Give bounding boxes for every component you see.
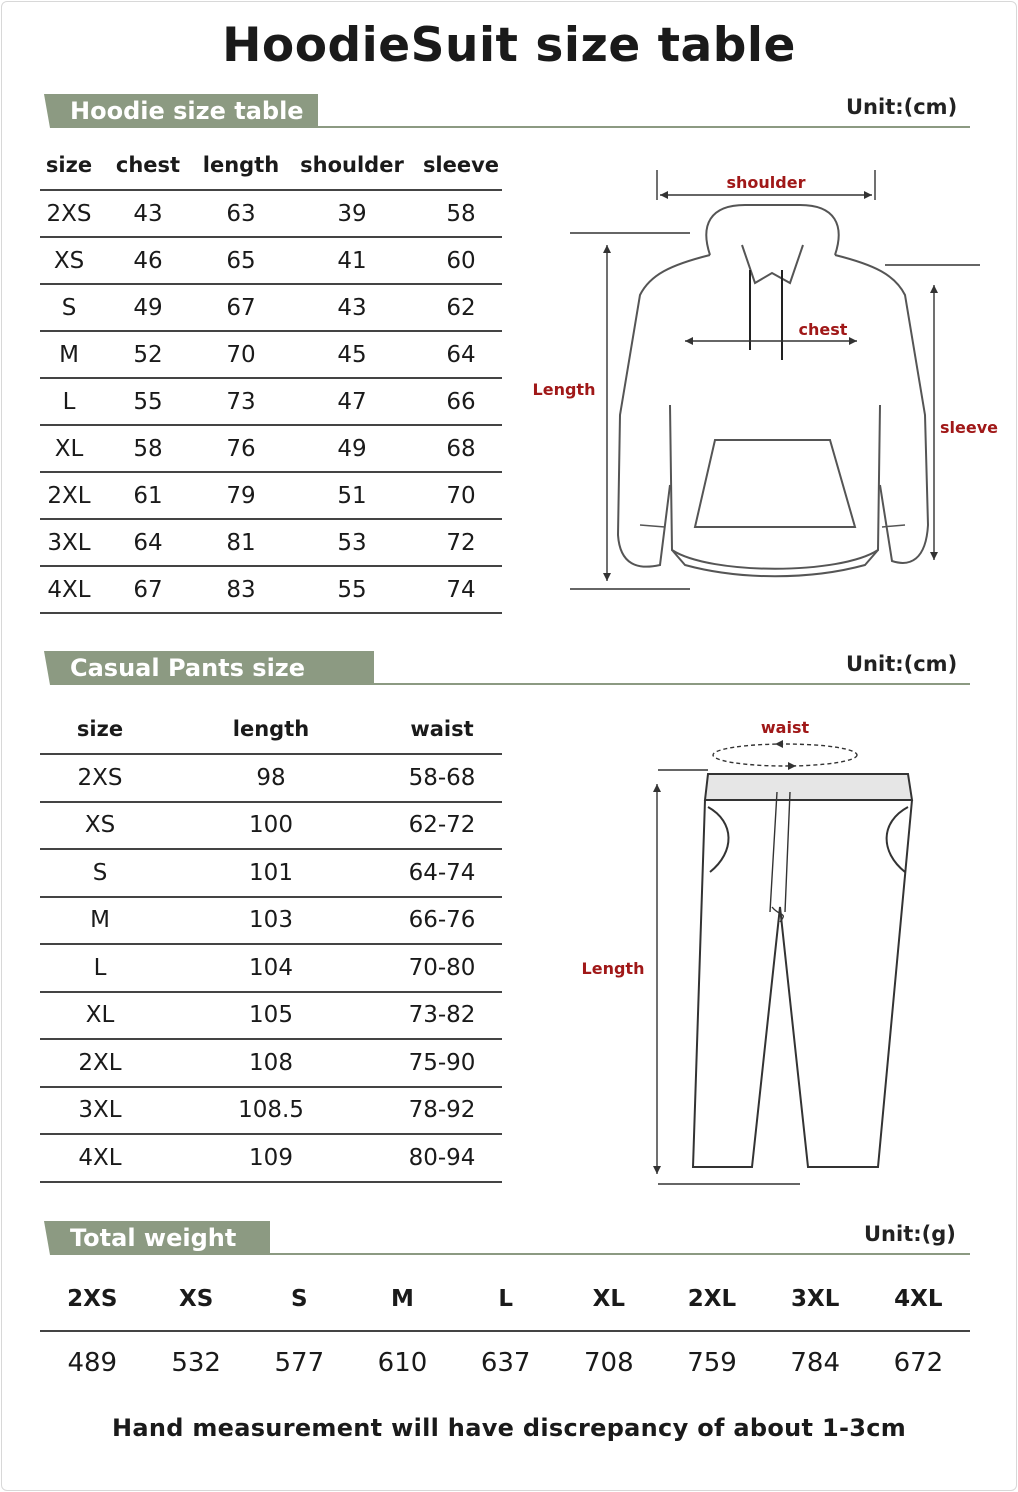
diagram-label-sleeve: sleeve [940, 418, 998, 437]
table-cell: 98 [160, 754, 382, 802]
table-cell: 61 [98, 472, 198, 519]
table-cell: 43 [98, 190, 198, 237]
table-cell: 46 [98, 237, 198, 284]
table-row [40, 1039, 502, 1087]
table-cell: 72 [420, 519, 502, 566]
table-row [40, 425, 502, 472]
hoodie-size-table [40, 141, 502, 614]
pants-diagram [560, 712, 1000, 1192]
table-cell: 62 [420, 284, 502, 331]
hoodie-section-rule [50, 126, 970, 128]
table-row [40, 1087, 502, 1135]
table-cell: 2XS [40, 754, 160, 802]
table-row [40, 992, 502, 1040]
table-row [40, 754, 502, 802]
table-cell: 64 [98, 519, 198, 566]
table-cell: 103 [160, 897, 382, 945]
table-cell: 80-94 [382, 1134, 502, 1182]
weight-size-header: 4XL [867, 1268, 970, 1331]
table-cell: 47 [284, 378, 420, 425]
weight-value: 489 [67, 1348, 118, 1378]
diagram-label-chest: chest [798, 320, 848, 339]
table-cell: 58 [98, 425, 198, 472]
weight-value: 577 [274, 1348, 325, 1378]
table-cell: 100 [160, 802, 382, 850]
column-header: length [160, 704, 382, 754]
table-cell: 52 [98, 331, 198, 378]
table-cell: 49 [284, 425, 420, 472]
weight-unit: Unit:(g) [864, 1222, 956, 1246]
weight-size-header: XL [557, 1268, 660, 1331]
weight-section-rule [50, 1253, 970, 1255]
weight-value: 708 [584, 1348, 634, 1378]
table-row [40, 897, 502, 945]
table-cell: L [40, 944, 160, 992]
table-cell: 108 [160, 1039, 382, 1087]
table-row [40, 519, 502, 566]
weight-size-header: 2XL [660, 1268, 763, 1331]
table-row [40, 1134, 502, 1182]
table-cell: 66-76 [382, 897, 502, 945]
table-cell: S [40, 284, 98, 331]
table-cell: 65 [198, 237, 284, 284]
table-cell: XL [40, 992, 160, 1040]
table-cell: 63 [198, 190, 284, 237]
table-cell: XS [40, 802, 160, 850]
hoodie-diagram [520, 155, 1000, 605]
table-cell: 2XL [40, 472, 98, 519]
weight-section-tab: Total weight [50, 1221, 270, 1255]
table-cell: 4XL [40, 1134, 160, 1182]
table-cell: 51 [284, 472, 420, 519]
table-cell: 62-72 [382, 802, 502, 850]
hoodie-unit: Unit:(cm) [846, 95, 958, 119]
table-cell: 3XL [40, 519, 98, 566]
table-cell: 45 [284, 331, 420, 378]
table-cell: 73 [198, 378, 284, 425]
table-cell: 2XL [40, 1039, 160, 1087]
table-cell: 104 [160, 944, 382, 992]
table-row [40, 802, 502, 850]
table-cell: 41 [284, 237, 420, 284]
pants-section-rule [50, 683, 970, 685]
table-row [40, 284, 502, 331]
table-cell: 43 [284, 284, 420, 331]
diagram-label-length: Length [532, 380, 596, 399]
table-cell: XS [40, 237, 98, 284]
table-cell: 68 [420, 425, 502, 472]
table-cell: 79 [198, 472, 284, 519]
table-cell: 66 [420, 378, 502, 425]
table-cell: 4XL [40, 566, 98, 613]
table-cell: 64-74 [382, 849, 502, 897]
table-cell: 55 [98, 378, 198, 425]
weight-table [40, 1268, 970, 1394]
table-cell: L [40, 378, 98, 425]
table-cell: 3XL [40, 1087, 160, 1135]
pants-size-table [40, 704, 502, 1183]
weight-size-header: XS [145, 1268, 248, 1331]
table-cell: 75-90 [382, 1039, 502, 1087]
table-cell: 39 [284, 190, 420, 237]
table-cell: 70-80 [382, 944, 502, 992]
table-row [40, 472, 502, 519]
table-cell: 70 [198, 331, 284, 378]
hoodie-section-tab: Hoodie size table [50, 94, 318, 128]
weight-value: 784 [790, 1348, 840, 1378]
column-header: size [40, 141, 98, 190]
column-header: length [198, 141, 284, 190]
table-cell: 58 [420, 190, 502, 237]
column-header: shoulder [284, 141, 420, 190]
table-cell: 81 [198, 519, 284, 566]
table-row [40, 944, 502, 992]
table-row [40, 566, 502, 613]
diagram-label-waist: waist [760, 718, 810, 737]
weight-size-header: L [454, 1268, 557, 1331]
diagram-label-pants-length: Length [581, 959, 645, 978]
weight-value: 637 [480, 1348, 531, 1378]
page-title: HoodieSuit size table [222, 18, 796, 73]
table-cell: 101 [160, 849, 382, 897]
table-cell: 83 [198, 566, 284, 613]
table-cell: S [40, 849, 160, 897]
table-cell: 70 [420, 472, 502, 519]
table-cell: 74 [420, 566, 502, 613]
weight-value: 532 [171, 1348, 221, 1378]
diagram-label-shoulder: shoulder [726, 173, 806, 192]
column-header: waist [382, 704, 502, 754]
table-row [40, 378, 502, 425]
table-cell: 67 [198, 284, 284, 331]
table-cell: XL [40, 425, 98, 472]
table-cell: 53 [284, 519, 420, 566]
table-cell: 105 [160, 992, 382, 1040]
table-cell: M [40, 897, 160, 945]
measurement-note: Hand measurement will have discrepancy of about 1-3cm [111, 1414, 907, 1442]
table-cell: 109 [160, 1134, 382, 1182]
weight-size-header: M [351, 1268, 454, 1331]
column-header: chest [98, 141, 198, 190]
table-cell: 60 [420, 237, 502, 284]
table-row [40, 849, 502, 897]
table-cell: M [40, 331, 98, 378]
weight-value: 672 [893, 1348, 944, 1378]
table-cell: 49 [98, 284, 198, 331]
weight-size-header: S [248, 1268, 351, 1331]
weight-value: 759 [687, 1348, 737, 1378]
weight-size-header: 2XS [40, 1268, 145, 1331]
table-cell: 73-82 [382, 992, 502, 1040]
column-header: sleeve [420, 141, 502, 190]
table-cell: 2XS [40, 190, 98, 237]
pants-section-tab: Casual Pants size table [50, 651, 374, 685]
table-row [40, 237, 502, 284]
table-cell: 64 [420, 331, 502, 378]
table-cell: 58-68 [382, 754, 502, 802]
column-header: size [40, 704, 160, 754]
table-row [40, 331, 502, 378]
table-cell: 76 [198, 425, 284, 472]
table-cell: 78-92 [382, 1087, 502, 1135]
table-cell: 55 [284, 566, 420, 613]
table-row [40, 190, 502, 237]
pants-unit: Unit:(cm) [846, 652, 958, 676]
table-cell: 67 [98, 566, 198, 613]
weight-size-header: 3XL [764, 1268, 867, 1331]
weight-value: 610 [377, 1348, 428, 1378]
table-cell: 108.5 [160, 1087, 382, 1135]
